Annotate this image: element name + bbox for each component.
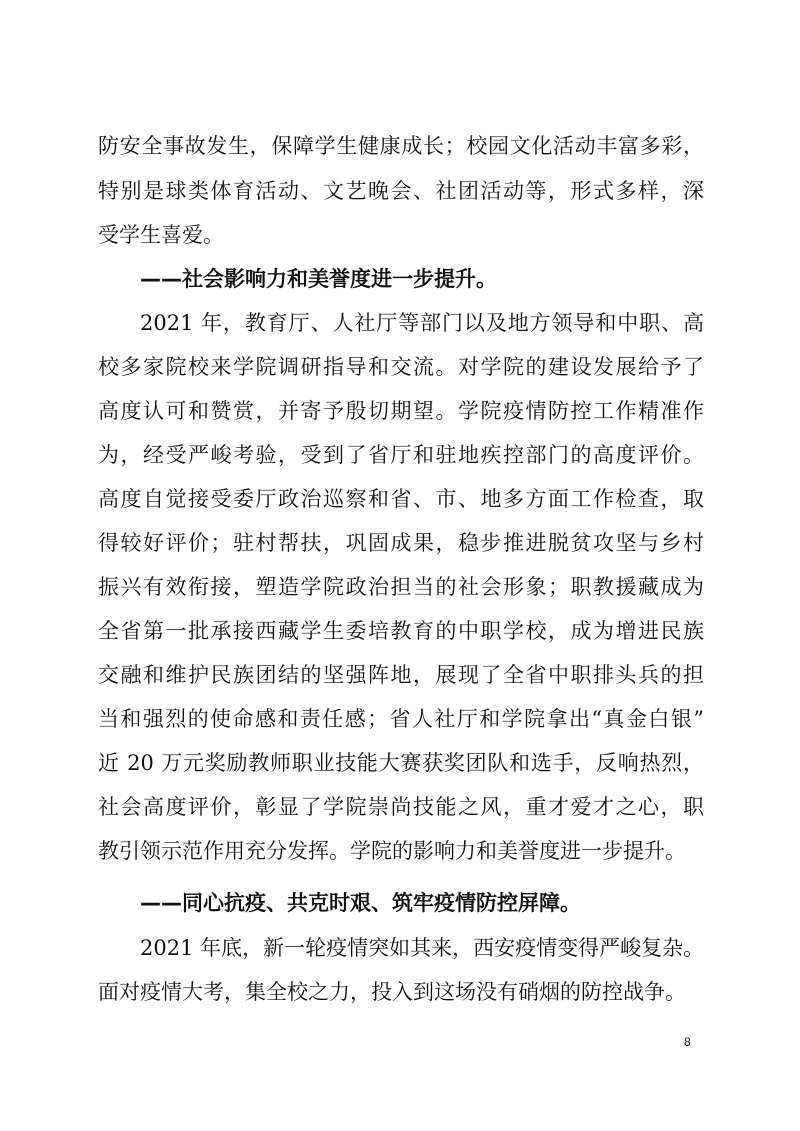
text-line: 为，经受严峻考验，受到了省厅和驻地疾控部门的高度评价。 [98, 443, 704, 467]
text-line: 全省第一批承接西藏学生委培教育的中职学校，成为增进民族 [98, 619, 704, 643]
page-number: 8 [684, 1035, 691, 1049]
text-line: 特别是球类体育活动、文艺晚会、社团活动等，形式多样，深 [98, 179, 704, 203]
section-heading-1: ——社会影响力和美誉度进一步提升。 [140, 267, 497, 291]
text-line: 防安全事故发生，保障学生健康成长；校园文化活动丰富多彩， [98, 134, 704, 158]
text-line: 校多家院校来学院调研指导和交流。对学院的建设发展给予了 [98, 355, 704, 379]
text-line: 社会高度评价，彰显了学院崇尚技能之风，重才爱才之心，职 [98, 795, 704, 819]
text-line: 面对疫情大考，集全校之力，投入到这场没有硝烟的防控战争。 [98, 980, 686, 1004]
text-line: 高度自觉接受委厅政治巡察和省、市、地多方面工作检查，取 [98, 487, 704, 511]
text-line: 交融和维护民族团结的坚强阵地，展现了全省中职排头兵的担 [98, 663, 704, 687]
text-line: 当和强烈的使命感和责任感；省人社厅和学院拿出“真金白银” [98, 707, 704, 731]
text-line: 振兴有效衔接，塑造学院政治担当的社会形象；职教援藏成为 [98, 575, 704, 599]
text-line: 得较好评价；驻村帮扶，巩固成果，稳步推进脱贫攻坚与乡村 [98, 531, 704, 555]
text-line: 教引领示范作用充分发挥。学院的影响力和美誉度进一步提升。 [98, 839, 686, 863]
section-heading-2: ——同心抗疫、共克时艰、筑牢疫情防控屏障。 [140, 891, 581, 915]
text-line: 2021 年底，新一轮疫情突如其来，西安疫情变得严峻复杂。 [140, 936, 705, 960]
text-line: 高度认可和赞赏，并寄予殷切期望。学院疫情防控工作精准作 [98, 399, 704, 423]
text-line: 受学生喜爱。 [98, 223, 224, 247]
text-line: 近 20 万元奖励教师职业技能大赛获奖团队和选手，反响热烈， [98, 751, 704, 775]
text-line: 2021 年，教育厅、人社厅等部门以及地方领导和中职、高 [140, 311, 704, 335]
